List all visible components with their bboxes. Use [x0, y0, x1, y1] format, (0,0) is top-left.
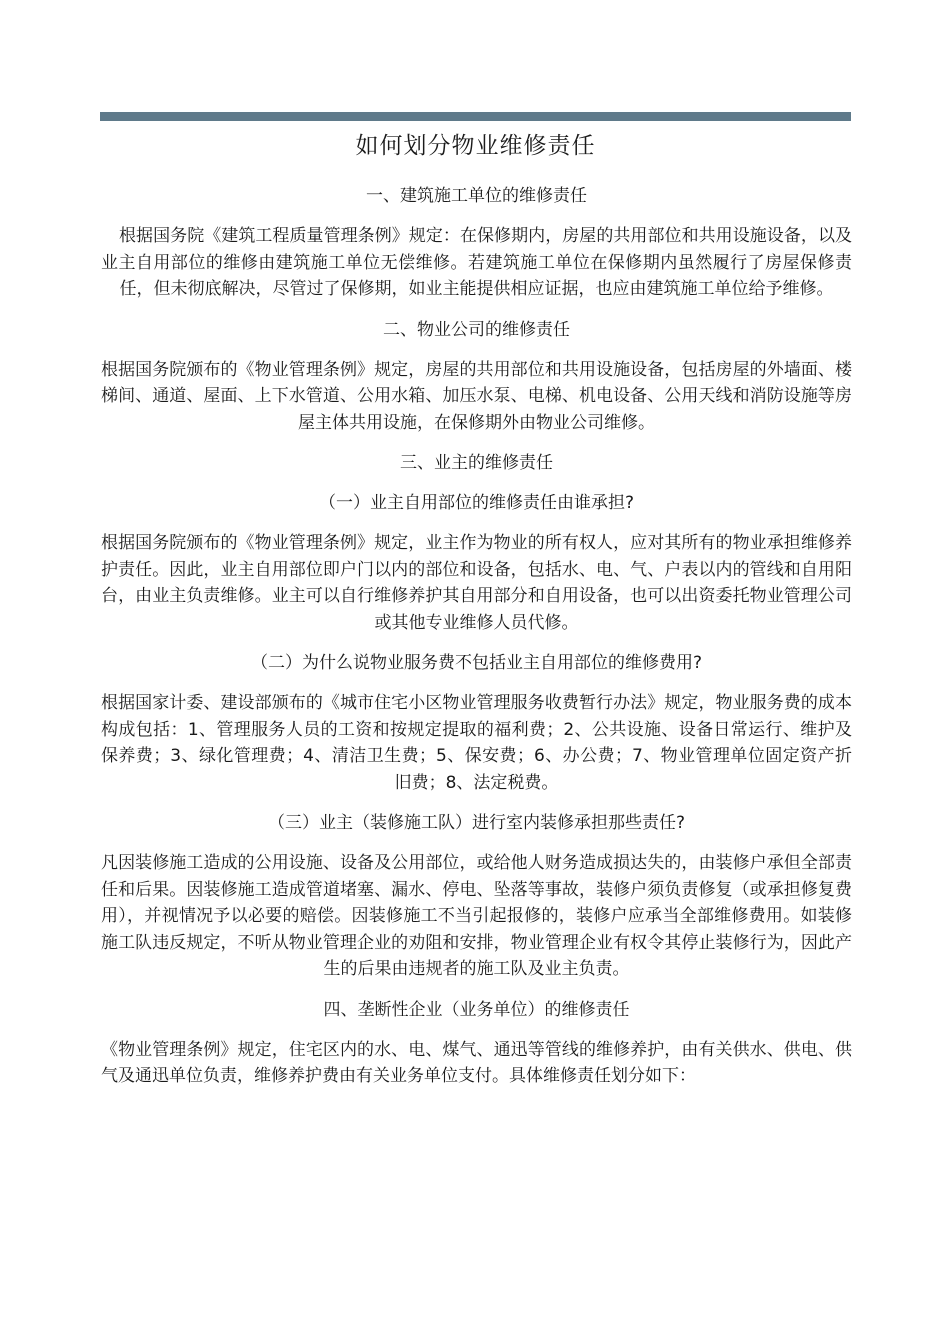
section-paragraph: 《物业管理条例》规定，住宅区内的水、电、煤气、通迅等管线的维修养护，由有关供水、供电、供气及通迅单位负责，维修养护费由有关业务单位支付。具体维修责任划分如下： [101, 1039, 852, 1086]
subsection-heading: （三）业主（装修施工队）进行室内装修承担那些责任? [267, 813, 686, 833]
section-heading: 一、建筑施工单位的维修责任 [366, 186, 587, 206]
header-rule [100, 112, 851, 121]
page-title: 如何划分物业维修责任 [355, 133, 596, 159]
section-paragraph: 根据国务院颁布的《物业管理条例》规定，业主作为物业的所有权人，应对其所有的物业承担维修养护责任。因此，业主自用部位即户门以内的部位和设备，包括水、电、气、户表以内的管线和自用阳台，由业主负责维修。业主可以自行维修养护其自用部分和自用设备，也可以出资委托物业管理公司或其他专业维修人员代修。 [101, 533, 852, 633]
section-paragraph: 凡因装修施工造成的公用设施、设备及公用部位，或给他人财务造成损达失的，由装修户承但全部责任和后果。因装修施工造成管道堵塞、漏水、停电、坠落等事故，装修户须负责修复（或承担修复费用），并视情况予以必要的赔偿。因装修施工不当引起报修的，装修户应承当全部维修费用。如装修施工队违反规定，不听从物业管理企业的劝阻和安排，物业管理企业有权令其停止装修行为，因此产生的后果由违规者的施工队及业主负责。 [101, 853, 852, 979]
section-paragraph: 根据国务院颁布的《物业管理条例》规定，房屋的共用部位和共用设施设备，包括房屋的外墙面、楼梯间、通道、屋面、上下水管道、公用水箱、加压水泵、电梯、机电设备、公用天线和消防设施等房屋主体共用设施，在保修期外由物业公司维修。 [101, 359, 852, 433]
section-paragraph: 根据国家计委、建设部颁布的《城市住宅小区物业管理服务收费暂行办法》规定，物业服务费的成本构成包括：1、管理服务人员的工资和按规定提取的福利费；2、公共设施、设备日常运行、维护及保养费；3、绿化管理费；4、清洁卫生费；5、保安费；6、办公费；7、物业管理单位固定资产折旧费；8、法定税费。 [101, 693, 852, 793]
subsection-heading: （二）为什么说物业服务费不包括业主自用部位的维修费用? [250, 653, 703, 673]
section-heading: 三、业主的维修责任 [400, 453, 553, 473]
document-body [101, 183, 852, 1090]
section-paragraph: 根据国务院《建筑工程质量管理条例》规定：在保修期内，房屋的共用部位和共用设施设备，以及业主自用部位的维修由建筑施工单位无偿维修。若建筑施工单位在保修期内虽然履行了房屋保修责任，但未彻底解决，尽管过了保修期，如业主能提供相应证据，也应由建筑施工单位给予维修。 [101, 226, 852, 299]
section-heading: 四、垄断性企业（业务单位）的维修责任 [323, 999, 630, 1020]
subsection-heading: （一）业主自用部位的维修责任由谁承担? [318, 493, 635, 513]
section-heading: 二、物业公司的维修责任 [383, 319, 570, 340]
